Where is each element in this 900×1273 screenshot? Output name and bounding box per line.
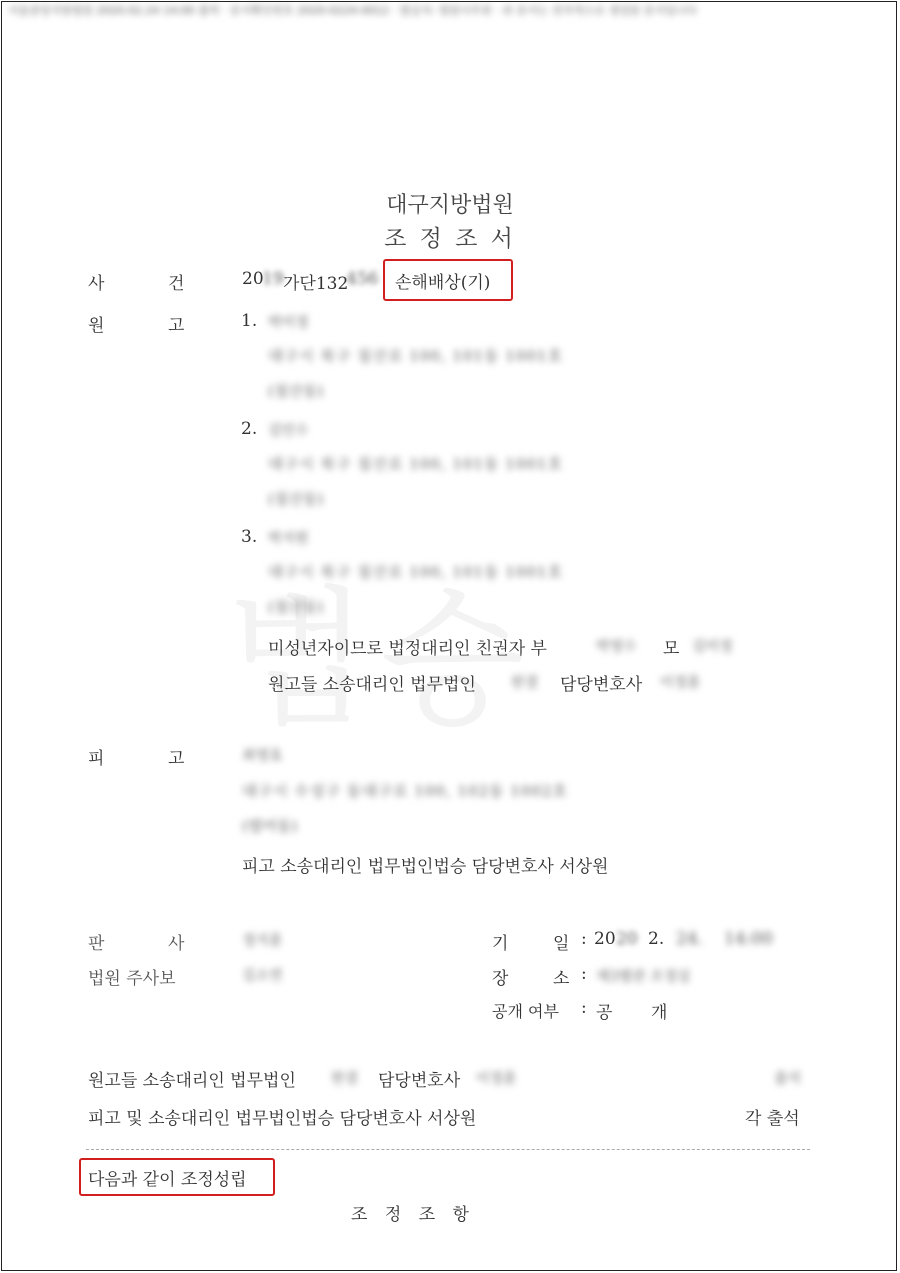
attendance-firm: 한결 [331, 1071, 359, 1087]
settlement-terms-heading: 조 정 조 항 [351, 1205, 475, 1225]
defendant-name: 최영호 [242, 748, 283, 764]
plaintiff-address-line1: 대구시 북구 침산로 100, 101동 1001호 [268, 347, 563, 365]
plaintiff-name: 김민수 [268, 423, 309, 439]
judge-label-2: 사 [168, 934, 185, 954]
settlement-statement: 다음과 같이 조정성립 [88, 1170, 247, 1190]
date-month: 2. [648, 929, 665, 949]
plaintiff-counsel-lawyer-label: 담당변호사 [560, 675, 643, 695]
date-time-redacted: 14:00 [724, 929, 773, 949]
plaintiff-counsel-firm: 한결 [511, 675, 539, 691]
case-number-redacted: 19 [262, 269, 284, 289]
public-colon: : [581, 998, 587, 1018]
plaintiff-counsel-lawyer: 이정훈 [660, 675, 701, 691]
place-colon: : [581, 964, 587, 984]
case-number-prefix: 20 [242, 269, 264, 289]
case-number-mid: 가단132 [283, 274, 349, 294]
place-value: 제3별관 조정실 [596, 969, 691, 985]
plaintiff-label-1: 원 [88, 316, 105, 336]
plaintiff-address-line2: (침산동) [268, 598, 324, 616]
case-number-tail-redacted: 456 [346, 269, 379, 289]
attendance-line1-text: 원고들 소송대리인 법무법인 [88, 1071, 296, 1091]
plaintiff-address-line2: (침산동) [268, 382, 324, 400]
plaintiff-address-line2: (침산동) [268, 490, 324, 508]
attendance-lawyer-label: 담당변호사 [378, 1071, 461, 1091]
minor-guardian-text: 미성년자이므로 법정대리인 친권자 부 [268, 639, 547, 659]
date-label-1: 기 [492, 934, 509, 954]
attendance-status-1: 출석 [774, 1071, 802, 1087]
header-strip: 서울중앙지방법원 2020.02.24 14:00 출력 · 문서확인번호 2020-0224-0012 · 발급자: 법원사무관 · 위 문서는 전자적으로 생성된 문서입니다 [8, 4, 697, 17]
attendance-status-2: 각 출석 [745, 1109, 800, 1129]
plaintiff-number: 3. [241, 527, 258, 547]
attendance-line2-text: 피고 및 소송대리인 법무법인법승 담당변호사 서상원 [88, 1109, 477, 1129]
plaintiff-name: 박미정 [268, 315, 309, 331]
plaintiff-address-line1: 대구시 북구 침산로 100, 101동 1001호 [268, 563, 563, 581]
defendant-counsel: 피고 소송대리인 법무법인법승 담당변호사 서상원 [242, 857, 609, 877]
plaintiff-label-2: 고 [168, 316, 185, 336]
plaintiff-number: 1. [241, 311, 258, 331]
clerk-label: 법원 주사보 [88, 969, 176, 989]
court-name: 대구지방법원 [386, 193, 514, 218]
defendant-label-1: 피 [88, 749, 105, 769]
case-label-2: 건 [168, 274, 185, 294]
father-name: 박영수 [596, 639, 637, 655]
case-name: 손해배상(기) [395, 273, 491, 293]
mother-name: 김미정 [692, 639, 733, 655]
date-prefix: 20 [594, 929, 616, 949]
attendance-lawyer: 이정훈 [476, 1071, 517, 1087]
public-value-2: 개 [651, 1003, 668, 1023]
divider-line [86, 1149, 810, 1150]
date-day-redacted: 24. [676, 929, 704, 949]
clerk-name: 김소연 [242, 968, 283, 984]
public-value-1: 공 [596, 1003, 613, 1023]
plaintiff-name: 박지원 [268, 531, 309, 547]
judge-name: 정지훈 [242, 933, 283, 949]
place-label-1: 장 [492, 969, 509, 989]
date-label-2: 일 [553, 934, 570, 954]
date-colon: : [581, 929, 587, 949]
defendant-label-2: 고 [168, 749, 185, 769]
plaintiff-counsel-text: 원고들 소송대리인 법무법인 [268, 675, 476, 695]
public-label: 공개 여부 [492, 1002, 559, 1021]
date-year-redacted: 20 [616, 929, 638, 949]
mother-label: 모 [663, 639, 680, 659]
defendant-address-line1: 대구시 수성구 동대구로 100, 102동 1002호 [242, 782, 568, 800]
judge-label-1: 판 [88, 934, 105, 954]
document-title: 조 정 조 서 [384, 226, 516, 252]
place-label-2: 소 [553, 969, 570, 989]
defendant-address-line2: (범어동) [242, 817, 298, 835]
plaintiff-address-line1: 대구시 북구 침산로 100, 101동 1001호 [268, 455, 563, 473]
case-label-1: 사 [88, 274, 105, 294]
plaintiff-number: 2. [241, 419, 258, 439]
